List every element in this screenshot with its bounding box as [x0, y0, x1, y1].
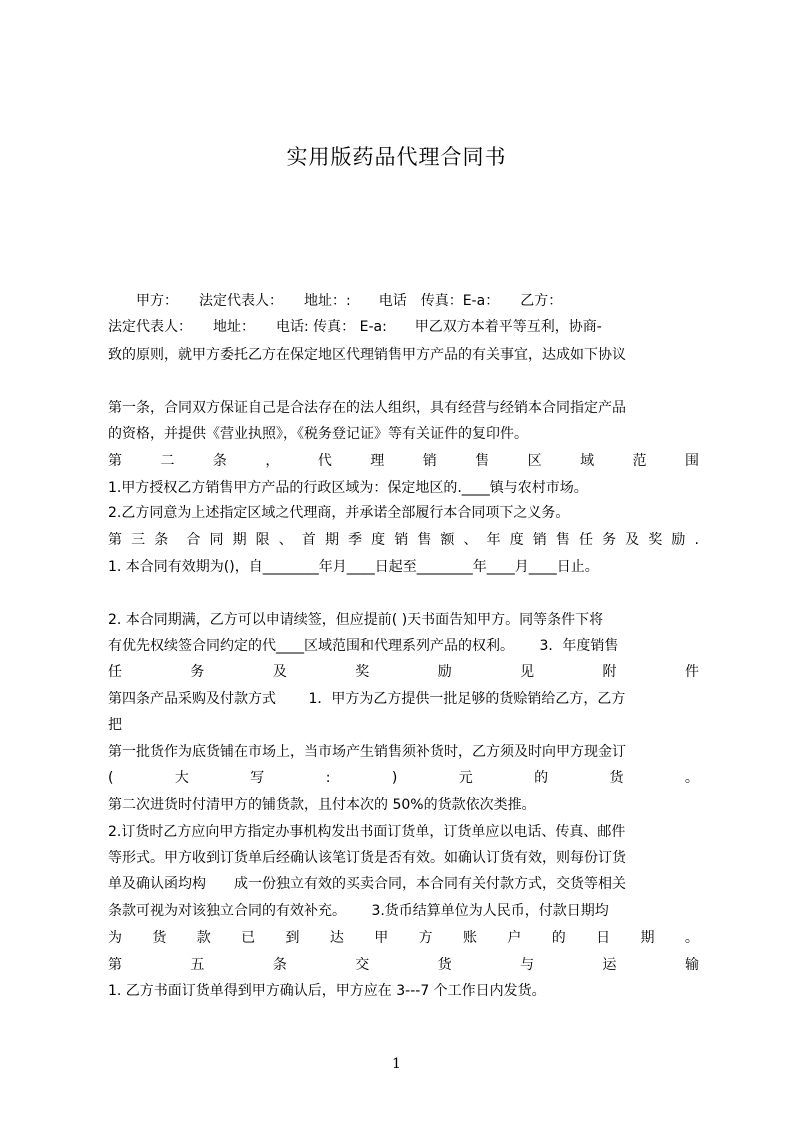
body-line: 第一批货作为底货铺在市场上，当市场产生销售须补货时，乙方须及时向甲方现金订 — [108, 744, 626, 760]
body-line: 2.订货时乙方应向甲方指定办事机构发出书面订货单，订货单应以电话、传真、邮件 — [108, 824, 626, 840]
body-line: 2. 本合同期满，乙方可以申请续签，但应提前( )天书面告知甲方。同等条件下将 — [108, 612, 604, 628]
body-line: 法定代表人： 地址： 电话: 传真： E-a: 甲乙双方本着平等互利，协商- — [108, 319, 602, 335]
body-line: 第二次进货时付清甲方的铺货款，且付本次的 50%的货款依次类推。 — [108, 797, 536, 813]
body-line: 等形式。甲方收到订货单后经确认该笔订货是否有效。如确认订货有效，则每份订货 — [108, 850, 626, 866]
body-line: 第四条产品采购及付款方式 1．甲方为乙方提供一批足够的货赊销给乙方，乙方 — [108, 691, 626, 707]
body-line: 的资格，并提供《营业执照》，《税务登记证》等有关证件的复印件。 — [108, 426, 528, 442]
body-line: 1. 乙方书面订货单得到甲方确认后，甲方应在 3---7 个工作日内发货。 — [108, 983, 546, 999]
body-line: 1. 本合同有效期为()，自________年月____日起至________年____月____日止。 — [108, 559, 599, 575]
body-line: 条款可视为对该独立合同的有效补充。 3.货币结算单位为人民币，付款日期均 — [108, 903, 609, 919]
body-line: 任 务 及 奖 励 见 附 件 — [108, 664, 699, 680]
body-line: 第一条，合同双方保证自己是合法存在的法人组织，具有经营与经销本合同指定产品 — [108, 400, 626, 416]
body-line: 致的原则，就甲方委托乙方在保定地区代理销售甲方产品的有关事宜，达成如下协议 — [108, 347, 626, 363]
body-line: 1.甲方授权乙方销售甲方产品的行政区域为：保定地区的.____镇与农村市场。 — [108, 480, 588, 496]
body-line: 单及确认函均构 成一份独立有效的买卖合同，本合同有关付款方式，交货等相关 — [108, 876, 626, 892]
body-line: 把 — [108, 717, 122, 733]
body-line: 有优先权续签合同约定的代____区域范围和代理系列产品的权利。 3．年度销售 — [108, 638, 619, 654]
body-line: 第 五 条 交 货 与 运 输 — [108, 957, 699, 973]
document-title: 实用版药品代理合同书 — [286, 145, 507, 169]
body-line: 2.乙方同意为上述指定区域之代理商，并承诺全部履行本合同项下之义务。 — [108, 505, 570, 521]
page-number: 1 — [392, 1056, 401, 1072]
body-line: 甲方： 法定代表人： 地址：: 电话 传真：E-a： 乙方： — [108, 293, 563, 309]
body-line: 第 二 条 ， 代 理 销 售 区 域 范 围 — [108, 453, 699, 469]
body-line: 第 三 条 合 同 期 限 、 首 期 季 度 销 售 额 、 年 度 销 售 任 务 及 奖 励 . — [108, 532, 699, 548]
body-line: ( 大 写 : ) 元 的 货 。 — [108, 770, 699, 786]
body-line: 为 货 款 已 到 达 甲 方 账 户 的 日 期 。 — [108, 930, 699, 946]
